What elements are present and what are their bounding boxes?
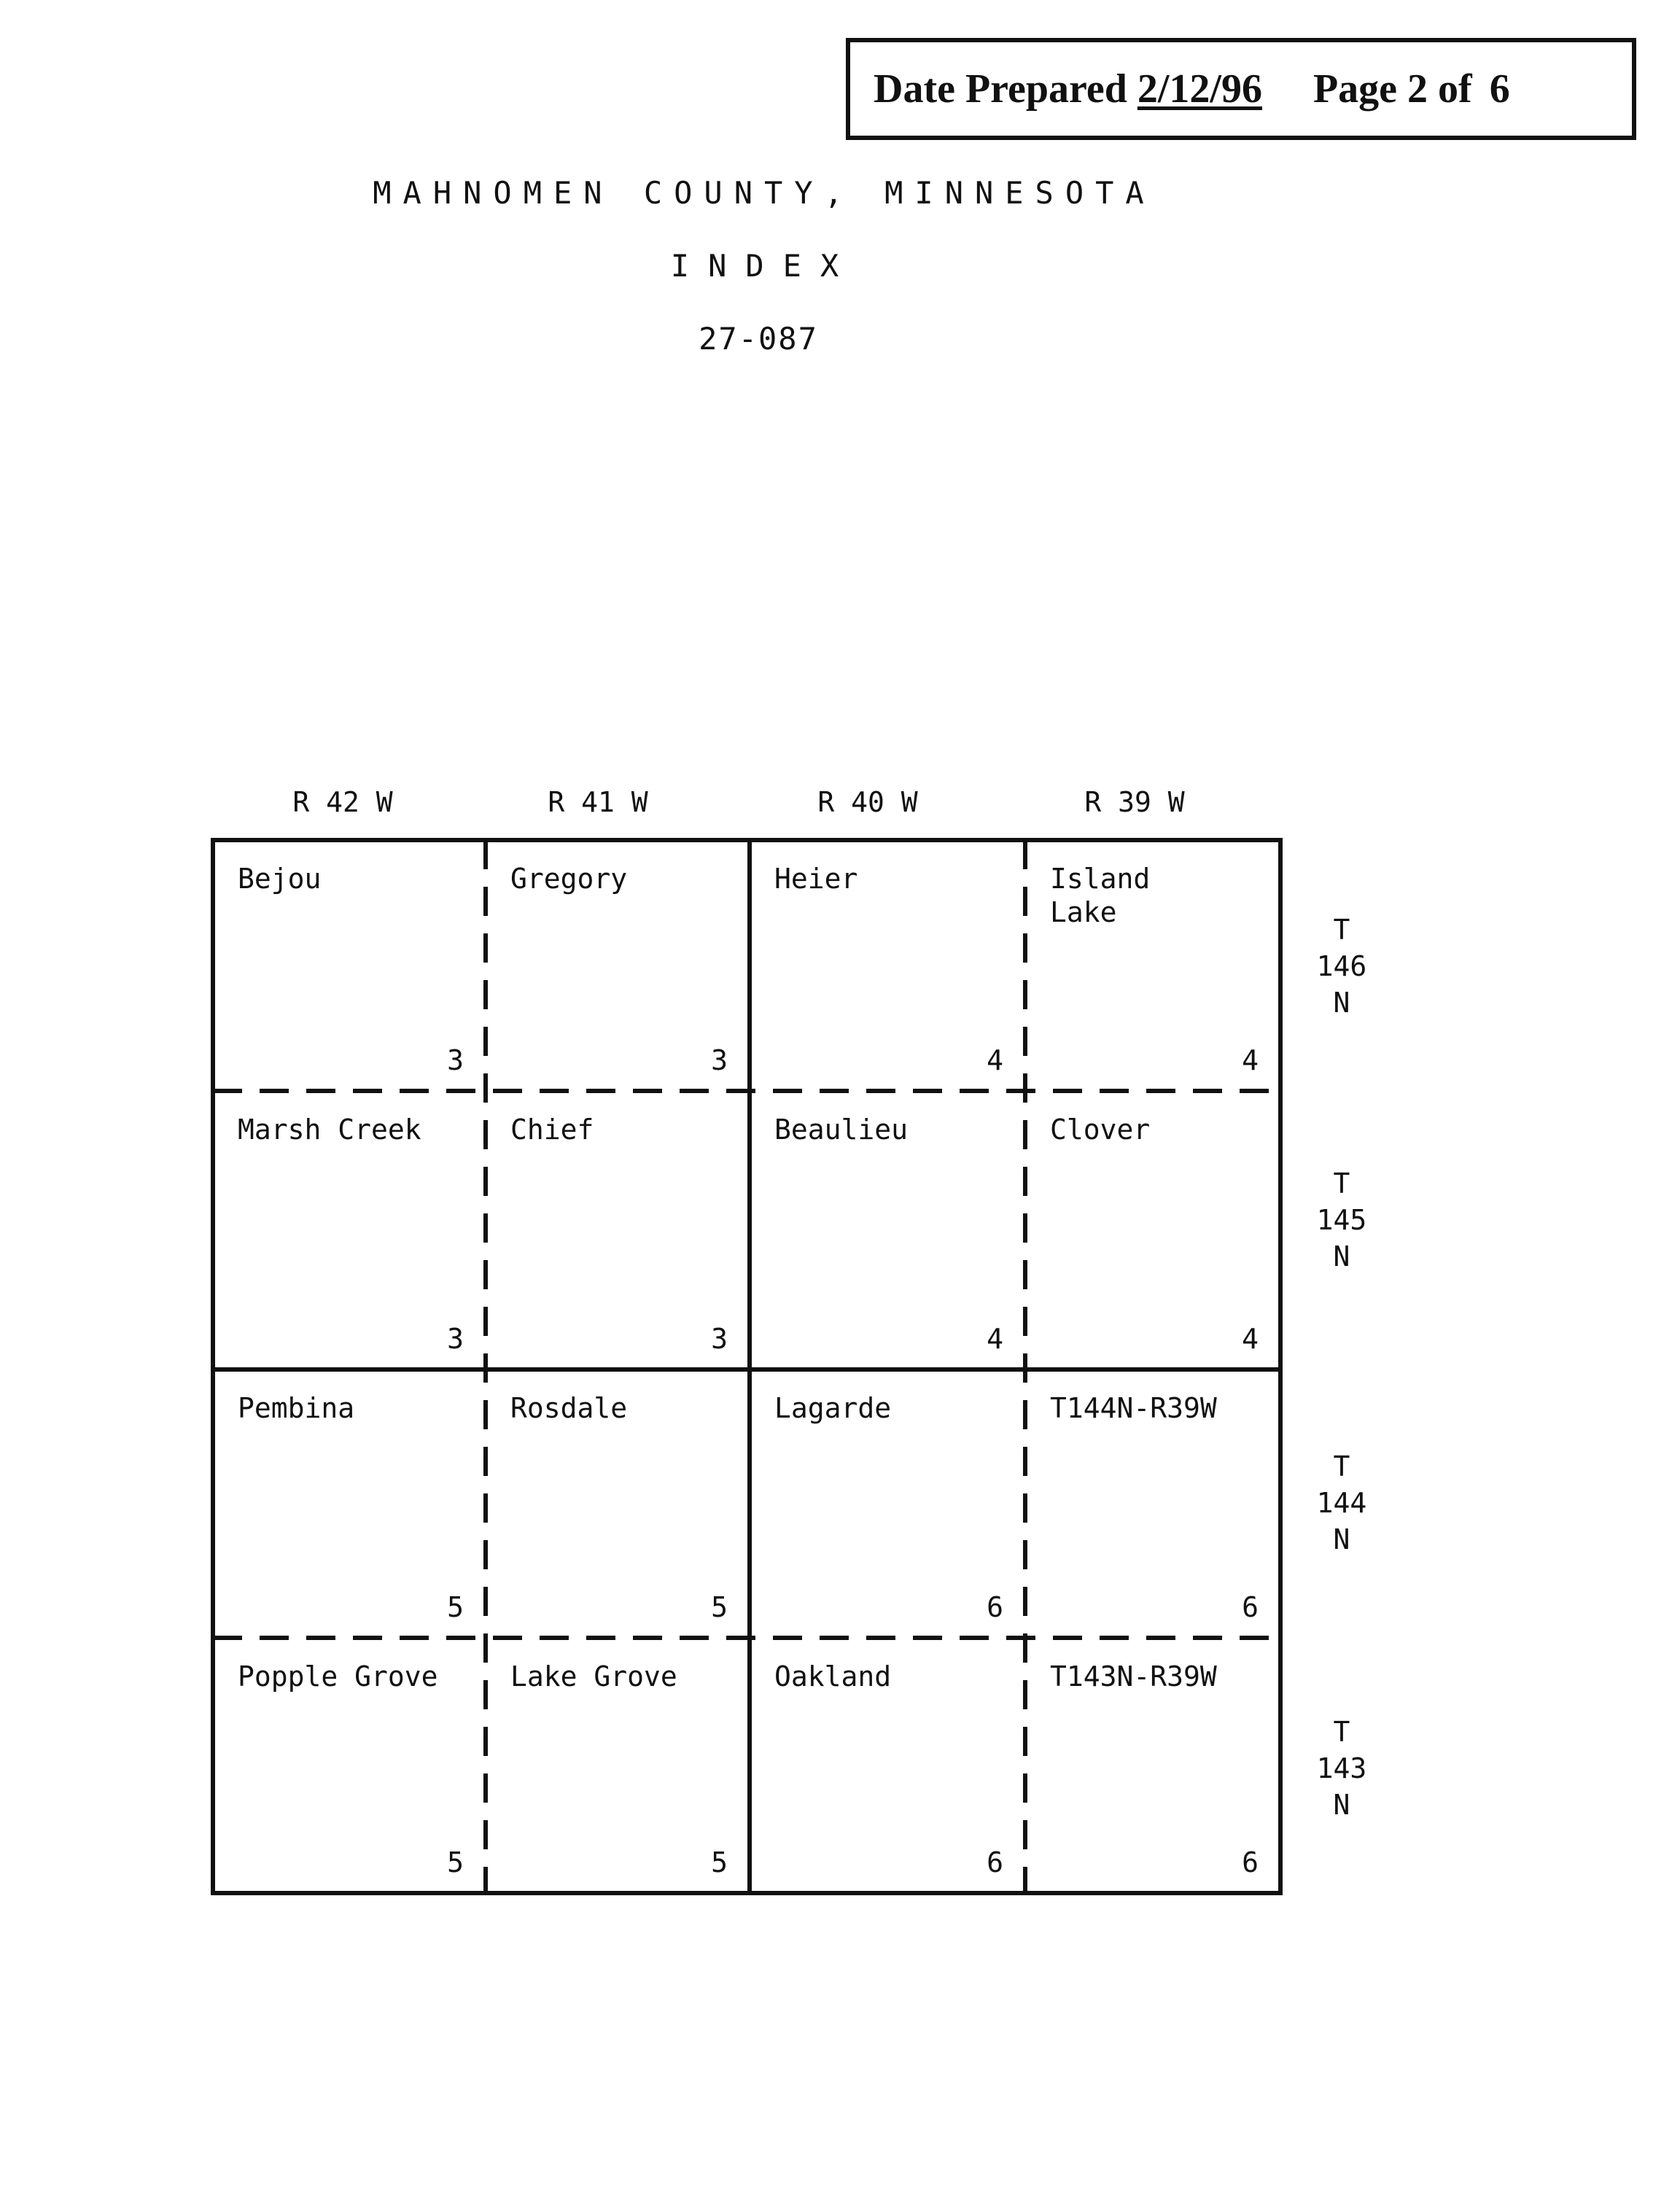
page-number: 6 <box>1242 1591 1259 1623</box>
township-name: Oakland <box>774 1660 892 1693</box>
page-number: 5 <box>447 1591 464 1623</box>
township-name: Popple Grove <box>238 1660 438 1693</box>
township-cell-bejou <box>213 840 486 1091</box>
page-number: 6 <box>987 1846 1003 1878</box>
township-name: Island Lake <box>1050 863 1151 928</box>
date-prepared-box <box>846 38 1636 140</box>
range-label-r42w: R 42 W <box>292 786 393 818</box>
page-number: 5 <box>711 1846 728 1878</box>
township-name: Chief <box>510 1114 594 1146</box>
county-code: 27-087 <box>699 321 818 357</box>
page-number: 4 <box>1242 1323 1259 1355</box>
township-cell-pembina <box>213 1369 486 1638</box>
township-cell-t143n-r39w <box>1025 1638 1280 1893</box>
township-label-t146n: T 146 N <box>1316 914 1367 1019</box>
date-prepared-value: 2/12/96 <box>1137 66 1262 112</box>
township-name: Gregory <box>510 863 628 895</box>
township-cell-lake-grove <box>486 1638 750 1893</box>
page-number: 3 <box>447 1323 464 1355</box>
county-title: MAHNOMEN COUNTY, MINNESOTA <box>373 175 1156 211</box>
page-number: 6 <box>1242 1846 1259 1878</box>
page-number: 5 <box>711 1591 728 1623</box>
township-name: Clover <box>1050 1114 1151 1146</box>
township-label-t144n: T 144 N <box>1316 1450 1367 1555</box>
date-prepared-label: Date Prepared <box>874 66 1127 112</box>
index-subtitle: INDEX <box>670 248 858 284</box>
page-number: 5 <box>447 1846 464 1878</box>
page-number: 4 <box>987 1044 1003 1076</box>
township-name: Lagarde <box>774 1392 892 1424</box>
township-cell-t144n-r39w <box>1025 1369 1280 1638</box>
township-index-map <box>210 837 1283 1896</box>
township-name: Pembina <box>238 1392 355 1424</box>
township-name: Beaulieu <box>774 1114 909 1146</box>
township-cell-beaulieu <box>750 1091 1025 1369</box>
page-number: 3 <box>711 1323 728 1355</box>
page-number: 4 <box>987 1323 1003 1355</box>
page-total: 6 <box>1489 66 1510 112</box>
range-label-r40w: R 40 W <box>817 786 918 818</box>
township-name: Bejou <box>238 863 322 895</box>
township-name: T143N-R39W <box>1050 1660 1217 1693</box>
page-number: 3 <box>447 1044 464 1076</box>
township-cell-chief <box>486 1091 750 1369</box>
township-label-t145n: T 145 N <box>1316 1167 1367 1272</box>
township-cell-heier <box>750 840 1025 1091</box>
township-name: Marsh Creek <box>238 1114 421 1146</box>
township-cell-popple-grove <box>213 1638 486 1893</box>
range-label-r41w: R 41 W <box>548 786 648 818</box>
township-cell-lagarde <box>750 1369 1025 1638</box>
township-cell-oakland <box>750 1638 1025 1893</box>
township-cell-island-lake <box>1025 840 1280 1091</box>
township-label-t143n: T 143 N <box>1316 1716 1367 1821</box>
township-name: Heier <box>774 863 858 895</box>
township-name: Lake Grove <box>510 1660 677 1693</box>
township-cell-marsh-creek <box>213 1091 486 1369</box>
township-cell-gregory <box>486 840 750 1091</box>
page-number: 6 <box>987 1591 1003 1623</box>
township-name: Rosdale <box>510 1392 628 1424</box>
page-number: 3 <box>711 1044 728 1076</box>
page-number: 4 <box>1242 1044 1259 1076</box>
township-cell-rosdale <box>486 1369 750 1638</box>
township-name: T144N-R39W <box>1050 1392 1217 1424</box>
township-cell-clover <box>1025 1091 1280 1369</box>
range-label-r39w: R 39 W <box>1084 786 1185 818</box>
page-of-label: Page 2 of <box>1312 66 1472 112</box>
